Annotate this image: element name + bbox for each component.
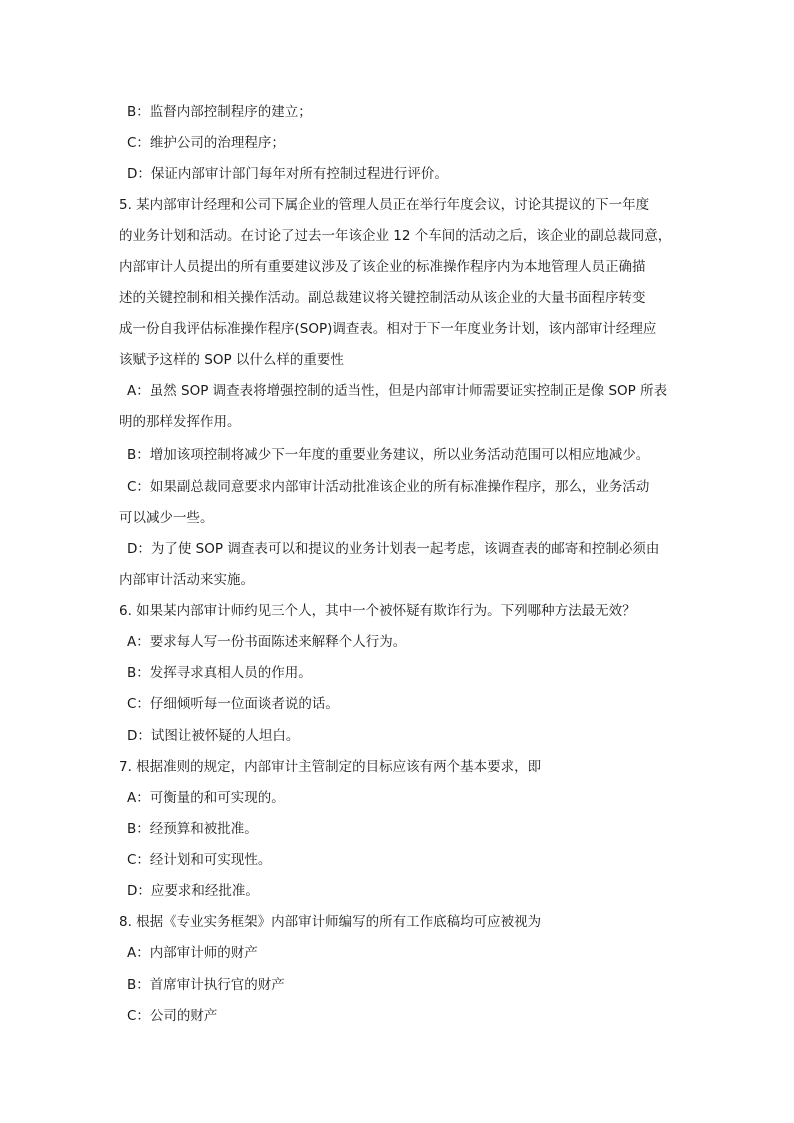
question-5-stem-line2: 的业务计划和活动。在讨论了过去一年该企业 12 个车间的活动之后，该企业的副总裁同意， xyxy=(119,228,672,244)
option-c-q5: C：如果副总裁同意要求内部审计活动批准该企业的所有标准操作程序，那么，业务活动 xyxy=(127,479,650,495)
question-5-stem-line3: 内部审计人员提出的所有重要建议涉及了该企业的标准操作程序内为本地管理人员正确描 xyxy=(119,259,646,275)
option-b-q6: B：发挥寻求真相人员的作用。 xyxy=(127,665,312,681)
option-c-q4: C：维护公司的治理程序； xyxy=(127,135,285,151)
option-c-q7: C：经计划和可实现性。 xyxy=(127,852,272,868)
option-a-q5: A：虽然 SOP 调查表将增强控制的适当性，但是内部审计师需要证实控制正是像 SOP 所表 xyxy=(127,383,668,399)
option-d-q6: D：试图让被怀疑的人坦白。 xyxy=(127,728,300,744)
option-a-q7: A：可衡量的和可实现的。 xyxy=(127,790,285,806)
option-b-q7: B：经预算和被批准。 xyxy=(127,821,258,837)
option-a-q8: A：内部审计师的财产 xyxy=(127,945,258,961)
question-6-stem: 6. 如果某内部审计师约见三个人，其中一个被怀疑有欺诈行为。下列哪种方法最无效？ xyxy=(119,603,636,619)
option-a-q5-cont: 明的那样发挥作用。 xyxy=(119,414,241,430)
option-b-q5: B：增加该项控制将减少下一年度的重要业务建议，所以业务活动范围可以相应地减少。 xyxy=(127,447,650,463)
option-c-q5-cont: 可以减少一些。 xyxy=(119,510,214,526)
option-b-q8: B：首席审计执行官的财产 xyxy=(127,977,285,993)
option-d-q5: D：为了使 SOP 调查表可以和提议的业务计划表一起考虑，该调查表的邮寄和控制必须由 xyxy=(127,541,660,557)
question-5-stem-line4: 述的关键控制和相关操作活动。副总裁建议将关键控制活动从该企业的大量书面程序转变 xyxy=(119,290,646,306)
option-a-q6: A：要求每人写一份书面陈述来解释个人行为。 xyxy=(127,634,407,650)
option-c-q8: C：公司的财产 xyxy=(127,1008,218,1024)
option-b-q4: B：监督内部控制程序的建立； xyxy=(127,104,312,120)
option-d-q7: D：应要求和经批准。 xyxy=(127,883,259,899)
option-d-q4: D：保证内部审计部门每年对所有控制过程进行评价。 xyxy=(127,166,448,182)
question-5-stem-line6: 该赋予这样的 SOP 以什么样的重要性 xyxy=(119,352,344,368)
question-8-stem: 8. 根据《专业实务框架》内部审计师编写的所有工作底稿均可应被视为 xyxy=(119,914,542,930)
option-c-q6: C：仔细倾听每一位面谈者说的话。 xyxy=(127,696,339,712)
question-5-stem-line5: 成一份自我评估标准操作程序(SOP)调查表。相对于下一年度业务计划，该内部审计经理应 xyxy=(119,321,657,337)
question-5-stem: 5. 某内部审计经理和公司下属企业的管理人员正在举行年度会议，讨论其提议的下一年度 xyxy=(119,197,650,213)
option-d-q5-cont: 内部审计活动来实施。 xyxy=(119,572,254,588)
question-7-stem: 7. 根据准则的规定，内部审计主管制定的目标应该有两个基本要求，即 xyxy=(119,759,542,775)
